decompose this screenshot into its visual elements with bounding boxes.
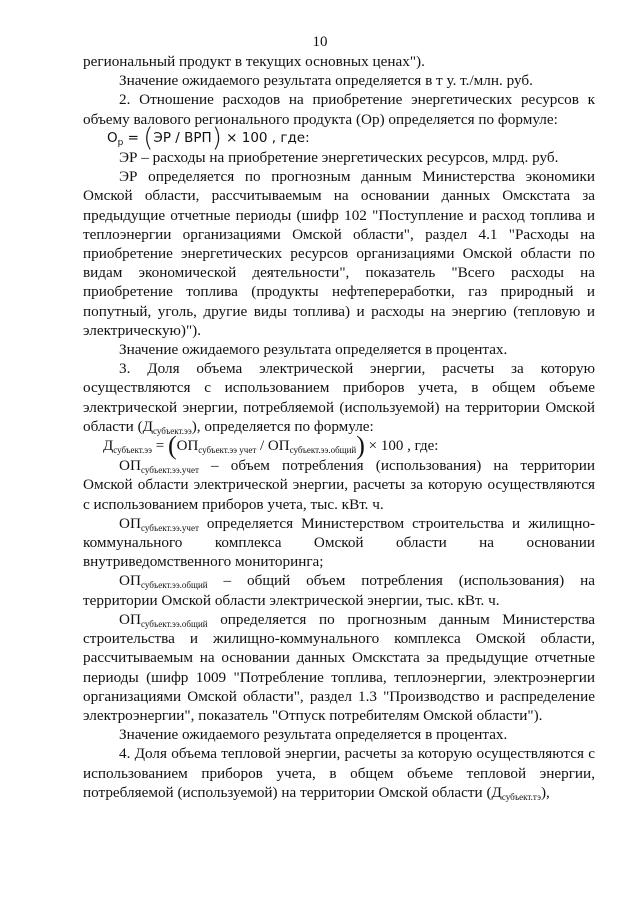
- paragraph-result-unit: Значение ожидаемого результата определяется в т у. т./млн. руб.: [119, 72, 533, 90]
- paragraph-result-percent: Значение ожидаемого результата определяется в процентах.: [119, 341, 508, 359]
- document-body: [83, 52, 595, 802]
- paragraph-continued: региональный продукт в текущих основных ценах").: [83, 53, 425, 70]
- paragraph-item-3: 3. Доля объема электрической энергии, расчеты за которую осуществляются с использованием приборов учета, в общем объеме электрической энергии, потребляемой (используемой) на территории Омской области $(Д_{субъект.ээ})$, определяется по формуле:: [83, 360, 595, 436]
- paragraph-op-metered-source: $ОП_{субъект.ээ.учет}$ определяется Министерством строительства и жилищно-коммунального комплекса Омской области на основании внутриведомственного мониторинга;: [83, 514, 595, 571]
- page-number: 10: [312, 34, 328, 50]
- formula-electric-share: $Д_{субъект.ээ} = (ОП_{субъект.ээ учет} / ОП_{субъект.ээ.общий}) \times 100$ , где:: [103, 431, 439, 461]
- paragraph-op-metered-definition: $ОП_{субъект.ээ.учет}$ – объем потребления (использования) на территории Омской области электрической энергии, расчеты за которую осуществляются с использованием приборов учета, тыс. кВт. ч.: [83, 457, 595, 513]
- formula-energy-expense-ratio: $О_р = (ЭР / ВРП) \times 100$ , где:: [107, 122, 310, 153]
- paragraph-er-source: ЭР определяется по прогнозным данным Министерства экономики Омской области, рассчитываемым на основании данных Омскстата за предыдущие отчетные периоды (шифр 102 "Поступление и расход топлива и теплоэнергии организациями Омской области", раздел 4.1 "Расходы на приобретение энергетических ресурсов организациями Омской области по видам экономической деятельности", показатель "Всего расходы на приобретение топлива (продукты нефтепереработки, газ природный и попутный, уголь, другие виды топлива) и расходы на энергию (тепловую и электрическую)").: [83, 168, 595, 339]
- paragraph-op-total-source: $ОП_{субъект.ээ.общий}$ определяется по прогнозным данным Министерства строительства и жилищно-коммунального комплекса Омской области, рассчитываемым на основании данных Омскстата за предыдущие отчетные периоды (шифр 1009 "Потребление топлива, теплоэнергии, электроэнергии организациями Омской области", раздел 1.3 "Производство и распределение электроэнергии", показатель "Отпуск потребителям Омской области").: [83, 610, 595, 724]
- paragraph-er-definition: ЭР – расходы на приобретение энергетических ресурсов, млрд. руб.: [119, 149, 559, 167]
- paragraph-op-total-definition: $ОП_{субъект.ээ.общий}$ – общий объем потребления (использования) на территории Омской области электрической энергии, тыс. кВт. ч.: [83, 572, 595, 609]
- paragraph-result-percent-2: Значение ожидаемого результата определяется в процентах.: [119, 726, 508, 744]
- paragraph-item-2: 2. Отношение расходов на приобретение энергетических ресурсов к объему валового регионального продукта (Ор) определяется по формуле:: [83, 91, 595, 128]
- paragraph-item-4: 4. Доля объема тепловой энергии, расчеты за которую осуществляются с использованием приборов учета, в общем объеме тепловой энергии, потребляемой (используемой) на территории Омской области $(Д_{субъект.тэ})$,: [83, 745, 595, 802]
